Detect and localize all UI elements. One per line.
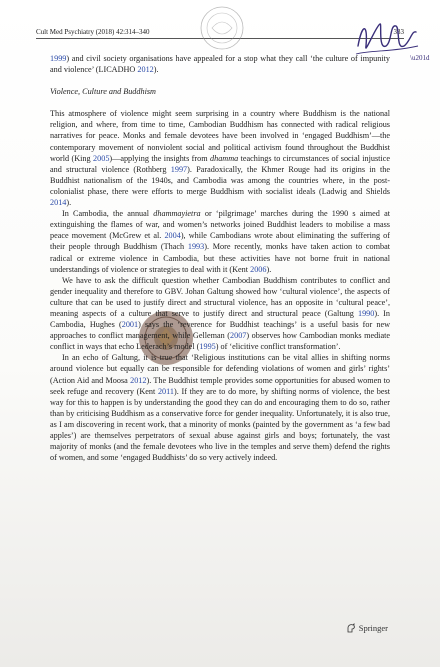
publisher-name: Springer [358,623,388,633]
springer-horse-icon [346,623,356,633]
citation-link[interactable]: 2014 [50,198,67,208]
citation-link[interactable]: 2001 [121,320,139,330]
citation-link[interactable]: 2012 [137,65,154,75]
citation-link[interactable]: 2004 [164,231,181,241]
svg-text:\u201d: \u201d [410,54,430,62]
journal-citation: Cult Med Psychiatry (2018) 42:314–340 [36,28,150,36]
top-seal-stamp [198,4,246,52]
page-number: 333 [393,28,404,36]
section-heading: Violence, Culture and Buddhism [50,87,156,97]
citation-link[interactable]: 2011 [157,386,175,396]
citation-link[interactable]: 1990 [357,308,375,318]
paragraph: In Cambodia, the annual dhammayietra or ‘pilgrimage’ marches during the 1990 s aimed at extinguishing the flames of war, and women’s networks joined Buddhist leaders to mobilise a mass peace movement (McGrew et al. 2004), while Cambodians wrote about eliminating the suffering of their people through Buddhism (Thach 1993). More recently, monks have taken action to combat radical or extreme violence in Cambodia, but these activities have not borne fruit in national understandings of violence or strategies to deal with it (Kent 2006). [50,209,390,274]
citation-link[interactable]: 1999 [50,54,67,63]
publisher-logo [346,623,388,633]
citation-link[interactable]: 1995 [199,342,216,352]
article-body [50,53,390,463]
citation-link[interactable]: 2007 [230,331,247,341]
citation-link[interactable]: 2012 [130,375,147,385]
paragraph: In an echo of Galtung, it is true that ‘Religious institutions can be vital allies in shifting norms around violence but equally can be responsible for defending violations of women and girls’ rights’ (Action Aid and Moosa 2012). The Buddhist temple provides some opportunities for abused women to seek refuge and recovery (Kent 2011). If they are to do more, by shifting norms of violence, the best way for this to happen is by understanding the good they can do and encouraging them to do so, rather than by criticising Buddhism as a conservative force for gender inequality. Unfortunately, it is also true, as I am discovering in recent work, that a minority of monks (painted by the government as ‘a few bad apples’) are themselves perpetrators of sexual abuse against girls and boys; fortunately, the vast majority of monks (and the female devotees who live in the temples and serve them) defend the rights of women, and some ‘engaged Buddhists’ do so very actively indeed. [50,353,390,463]
citation-link[interactable]: 2006 [250,264,267,274]
paragraph: This atmosphere of violence might seem surprising in a country where Buddhism is the national religion, and where, from time to time, Cambodian Buddhism has connected with radical religious narratives for peace. Monks and female devotees have been involved in ‘engaged Buddhism’—the contemporary movement of nonviolent social and political activism found throughout the Buddhist world (King 2005)—applying the insights from dhamma teachings to circumstances of social injustice and structural violence (Rothberg 1997). Paradoxically, the Khmer Rouge had its origins in the Buddhist nationalism of the 1940s, and Cambodia was among the countries where, in the post-colonialist phase, there were efforts to merge Buddhism with socialist ideals (Ladwig and Shields 2014). [50,109,391,208]
citation-link[interactable]: 2005 [93,153,110,163]
citation-link[interactable]: 1993 [187,242,205,252]
intro-paragraph-tail: 1999) and civil society organisations have appealed for a stop what they call ‘the culture of impunity and violence’ (LICADHO 2012). [50,54,390,75]
paragraph: We have to ask the difficult question whether Cambodian Buddhism contributes to conflict and gender inequality and therefore to GBV. Johan Galtung showed how ‘cultural violence’, the aspects of culture that can be used to justify direct and structural violence, has an opposite in ‘cultural peace’, meaning aspects of a culture that serve to justify direct and structural peace (Galtung 1990). In Cambodia, Hughes (2001) says the ‘reverence for Buddhist teachings’ is a useful basis for new approaches to conflict management, while Gelleman (2007) observes how Cambodian monks mediate conflict in ways that echo Lederach’s model (1995) of ‘elicitive conflict transformation’. [50,275,391,352]
citation-link[interactable]: 1997 [170,164,188,174]
